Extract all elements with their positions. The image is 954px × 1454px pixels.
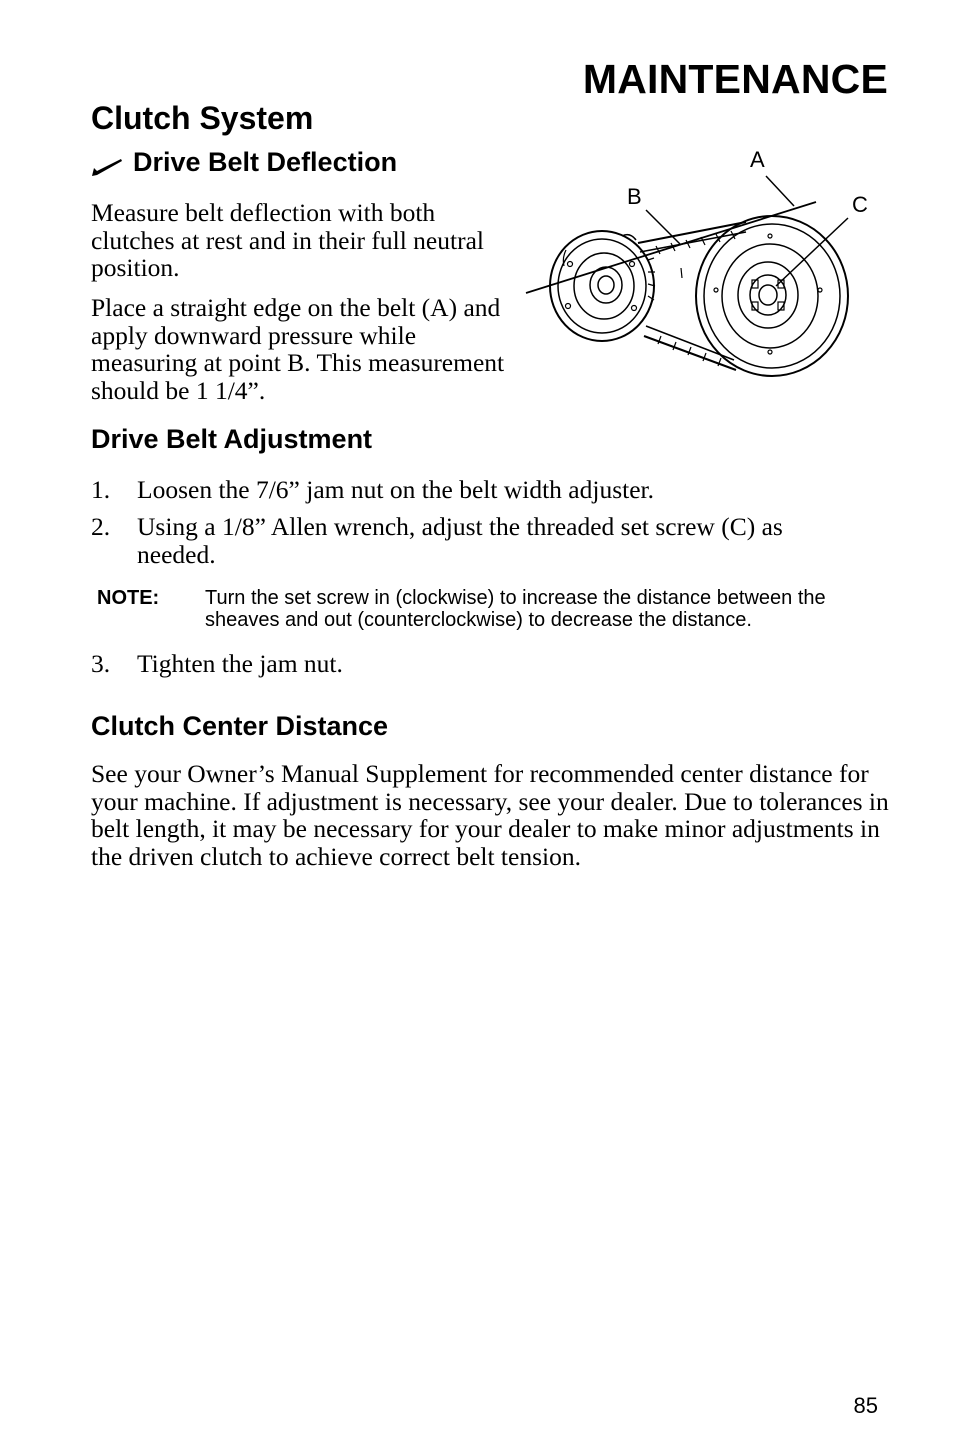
deflection-paragraph-2: Place a straight edge on the belt (A) and apply downward pressure while measuring at point B. This measurement should be 1 1/4”.: [91, 293, 505, 405]
list-item-text: Tighten the jam nut.: [137, 649, 343, 678]
deflection-heading-label: Drive Belt Deflection: [133, 147, 398, 177]
page-title: MAINTENANCE: [582, 56, 888, 102]
list-item: [91, 513, 871, 573]
center-distance-heading: Clutch Center Distance: [91, 711, 389, 741]
list-item-number: 1.: [91, 475, 111, 504]
center-distance-paragraph: See your Owner’s Manual Supplement for recommended center distance for your machine. If adjustment is necessary, see your dealer. Due to tolerances in belt length, it may be necessary for your dealer to make minor adjustments in the driven clutch to achieve correct belt tension.: [91, 759, 889, 871]
list-item-number: 3.: [91, 649, 111, 678]
deflection-heading: [91, 147, 397, 178]
adjustment-heading: Drive Belt Adjustment: [91, 424, 373, 454]
drive-clutch-illustration: [550, 231, 655, 341]
callout-label-a: A: [750, 147, 765, 172]
list-item-text: Loosen the 7/6” jam nut on the belt width adjuster.: [137, 475, 654, 504]
straight-edge-line: [526, 202, 816, 293]
note-text: Turn the set screw in (clockwise) to increase the distance between the sheaves and out (counterclockwise) to decrease the distance.: [205, 587, 826, 631]
deflection-paragraph-1: Measure belt deflection with both clutches at rest and in their full neutral position.: [91, 198, 484, 283]
list-item-text: Using a 1/8” Allen wrench, adjust the threaded set screw (C) as needed.: [137, 512, 783, 569]
list-item-number: 2.: [91, 512, 111, 541]
note-label: NOTE:: [97, 587, 160, 609]
leader-line-a: [766, 176, 794, 206]
page-number: 85: [853, 1393, 878, 1418]
list-item: [91, 476, 871, 506]
checkmark-icon: [91, 153, 123, 173]
clutch-belt-diagram: [526, 140, 868, 380]
section-title: Clutch System: [91, 100, 314, 136]
list-item: [91, 650, 871, 680]
callout-label-c: C: [852, 192, 868, 217]
callout-label-b: B: [627, 184, 642, 209]
